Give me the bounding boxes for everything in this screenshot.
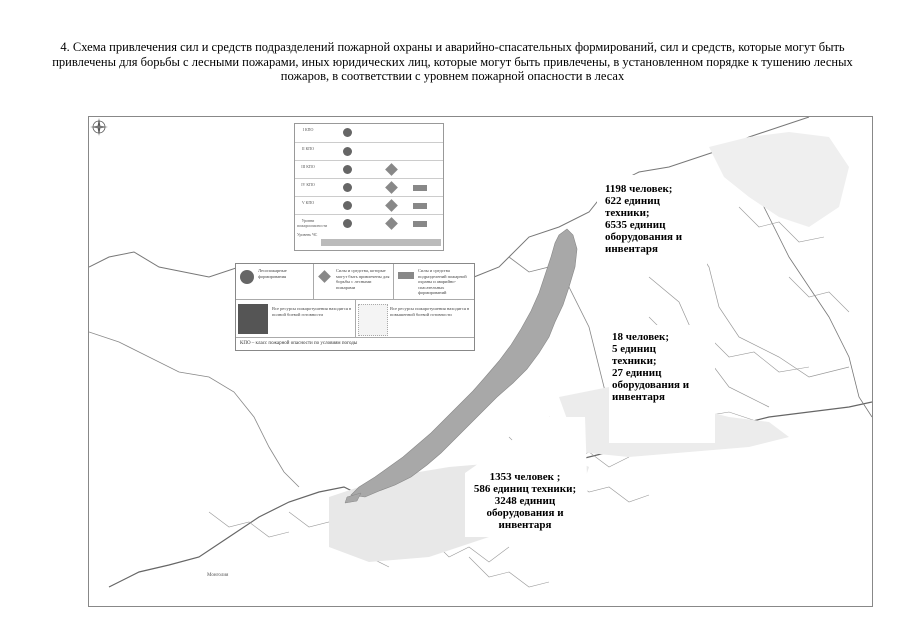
boundary-line-west [89,332,299,487]
diamond-icon [385,217,398,230]
legend-cell-text: Силы и средства подразделений пожарной охраны и аварийно-спасательных формирований [418,268,467,295]
bar-icon [413,185,427,191]
legend-cell-text: Лесопожарные формирования [258,268,287,279]
legend-cell [236,300,356,338]
bar-icon [398,272,414,279]
compass-icon [89,117,109,137]
circle-icon [343,128,352,137]
legend-footer-label: Уровень ЧС [297,232,318,237]
legend-cell-text: Все ресурсы пожаротушения находятся в полной боевой готовности [272,306,352,317]
legend-row [295,124,443,142]
circle-icon [343,183,352,192]
legend-row-label: V КПО [301,200,315,205]
diamond-icon [385,199,398,212]
status-swatch-dark [238,304,268,334]
diamond-icon [385,181,398,194]
legend-cell-text: Силы и средства, которые могут быть привлечены для борьбы с лесными пожарами [336,268,390,290]
status-swatch-light [358,304,388,336]
legend-row-label: III КПО [301,164,315,169]
legend-symbols [235,263,475,351]
circle-icon [343,165,352,174]
legend-footer: КПО – класс пожарной опасности по условиям погоды [240,341,358,346]
page-title: 4. Схема привлечения сил и средств подразделений пожарной охраны и аварийно-спасательных формирований, сил и средств, которые могут быть привлечены для борьбы с лесными пожарами, иных юридических лиц, которые могут быть привлечены, в установленном порядке к тушению лесных пожаров, в соответствии с уровнем пожарной опасности в лесах [52,40,853,83]
circle-icon [343,219,352,228]
legend-cell [394,264,474,300]
legend-row [295,160,443,179]
legend-row [295,196,443,215]
legend-row-label: II КПО [301,146,315,151]
circle-icon [240,270,254,284]
legend-row-label: I КПО [302,127,314,132]
legend-row [295,178,443,197]
legend-row [295,214,443,233]
legend-row-label: Уровни пожароопасности [297,218,328,228]
bar-icon [413,221,427,227]
legend-footer-bar [321,239,441,246]
circle-icon [343,147,352,156]
district-northeast-shade [709,132,849,227]
legend-cell [356,300,474,338]
diamond-icon [318,270,331,283]
callout-north: 1198 человек; 622 единиц техники; 6535 единиц оборудования и инвентаря [605,183,683,255]
diamond-icon [385,163,398,176]
bar-icon [413,203,427,209]
legend-cell-text: Все ресурсы пожаротушения находятся в повышенной боевой готовности [390,306,470,317]
circle-icon [343,201,352,210]
callout-east: 18 человек; 5 единиц техники; 27 единиц оборудования и инвентаря [612,331,690,403]
legend-row [295,142,443,161]
map-frame [88,116,873,607]
legend-cell [314,264,394,300]
legend-cell [236,264,314,300]
map-svg [89,117,872,606]
legend-fire-classes [294,123,444,251]
map-label-mongolia: Монголия [207,573,229,578]
callout-south: 1353 человек ; 586 единиц техники; 3248 единиц оборудования и инвентаря [473,471,577,531]
legend-row-label: IV КПО [301,182,315,187]
